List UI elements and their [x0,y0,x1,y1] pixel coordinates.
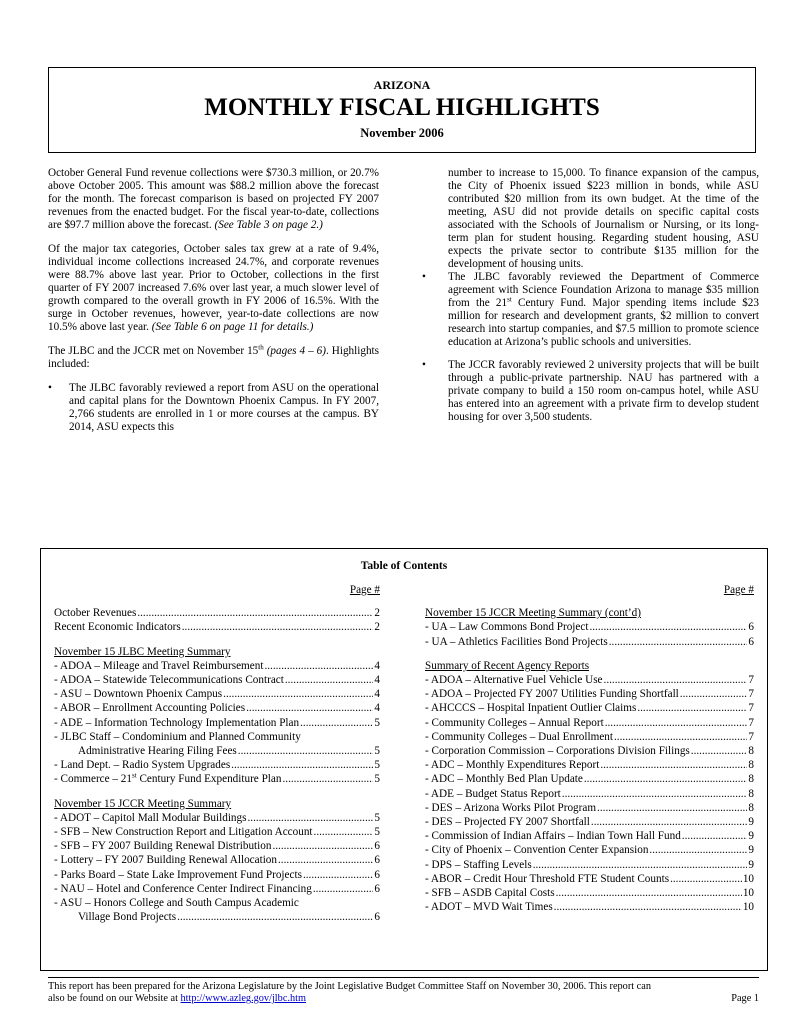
tax-categories-paragraph: Of the major tax categories, October sales tax grew at a rate of 9.4%, individual income collections increased 24.7%, and corporate revenues were 88.7% above last year. Prior to October, collections in the first quarter of FY 2007 increased 7.6% over last year, a much slower level of growth compared to the overall growth in FY 2006 of 16.5%. With the surge in October revenues, however, year-to-date collections are now 10.5% above last year. (See Table 6 on page 11 for details.) [48,243,379,333]
highlight-bullet-continued: number to increase to 15,000. To finance expansion of the campus, the City of Phoenix issued $223 million in bonds, while ASU contributed $20 million from its own budget. At the time of the meeting, ASU did not provide details on specific capital costs associated with the Schools of Journalism or Nursing, or its long-term plan for student housing. Regarding student housing, ASU expects the private sector to contribute $135 million for the development of housing units. [448,167,759,270]
toc-entry[interactable]: - Community Colleges – Annual Report ..... 7 [425,716,754,730]
bullet-icon: • [422,359,426,371]
highlight-bullet: • The JCCR favorably reviewed 2 university projects that will be built through a public-private partnership. NAU has partnered with a private company to build a 150 room on-campus hotel, while ASU has entered into an agreement with a private firm to develop student housing for over 3,500 students. [422,359,759,423]
toc-entry[interactable]: - DES – Projected FY 2007 Shortfall ..... 9 [425,815,754,829]
toc-entry[interactable]: - ADOA – Alternative Fuel Vehicle Use ..... 7 [425,673,754,687]
toc-entry[interactable]: - Lottery – FY 2007 Building Renewal Allocation ..... 6 [54,853,380,867]
toc-entry[interactable]: - ADOT – Capitol Mall Modular Buildings ..... 5 [54,811,380,825]
toc-entry[interactable]: - ADOT – MVD Wait Times ..... 10 [425,900,754,914]
toc-entry[interactable]: - Parks Board – State Lake Improvement Fund Projects ..... 6 [54,868,380,882]
report-header [48,67,756,153]
page-number-header: Page # [723,584,754,596]
toc-entry[interactable]: - Community Colleges – Dual Enrollment ..... 7 [425,730,754,744]
page-number-header: Page # [349,584,380,596]
toc-left-column [54,583,380,924]
toc-section-heading: November 15 JCCR Meeting Summary [54,797,232,810]
toc-entry[interactable]: Administrative Hearing Filing Fees ..... 5 [54,744,380,758]
toc-entry[interactable]: - ABOR – Enrollment Accounting Policies ..... 4 [54,701,380,715]
toc-entry[interactable]: - ASU – Downtown Phoenix Campus ..... 4 [54,687,380,701]
toc-right-column [425,583,754,914]
left-text-column [48,167,379,444]
table-of-contents [40,548,768,971]
toc-entry[interactable]: - Corporation Commission – Corporations Division Filings ..... 8 [425,744,754,758]
toc-entry[interactable]: - ADC – Monthly Bed Plan Update ..... 8 [425,772,754,786]
toc-entry[interactable]: - Commerce – 21st Century Fund Expenditure Plan ..... 5 [54,772,380,786]
toc-entry[interactable]: - ABOR – Credit Hour Threshold FTE Student Counts ..... 10 [425,872,754,886]
website-link[interactable]: http://www.azleg.gov/jlbc.htm [180,993,306,1004]
toc-entry[interactable]: - ADOA – Mileage and Travel Reimbursement ..... 4 [54,659,380,673]
toc-entry[interactable]: - NAU – Hotel and Conference Center Indirect Financing ..... 6 [54,882,380,896]
page-footer: This report has been prepared for the Arizona Legislature by the Joint Legislative Budget Committee Staff on November 30, 2006. This report can also be found on our Website at http://www.azleg.gov/jlbc.htm Page 1 [48,981,759,1004]
highlight-bullet: • The JLBC favorably reviewed a report from ASU on the operational and capital plans for the Downtown Phoenix Campus. In FY 2007, 2,766 students are enrolled in 1 or more courses at the campus. BY 2014, ASU expects this [48,382,379,433]
toc-entry: - ASU – Honors College and South Campus Academic [54,897,299,910]
toc-entry[interactable]: - UA – Law Commons Bond Project ..... 6 [425,620,754,634]
toc-entry[interactable]: Recent Economic Indicators ..... 2 [54,620,380,634]
report-date: November 2006 [360,126,444,140]
toc-entry[interactable]: - SFB – New Construction Report and Litigation Account ..... 5 [54,825,380,839]
toc-entry: - JLBC Staff – Condominium and Planned Community [54,730,301,743]
state-label: ARIZONA [373,78,431,92]
bullet-icon: • [422,271,426,283]
meeting-paragraph: The JLBC and the JCCR met on November 15th (pages 4 – 6). Highlights included: [48,343,380,370]
toc-entry[interactable]: October Revenues ..... 2 [54,606,380,620]
toc-section-heading: November 15 JLBC Meeting Summary [54,645,231,658]
toc-entry[interactable]: - SFB – ASDB Capital Costs ..... 10 [425,886,754,900]
toc-entry[interactable]: - ADOA – Projected FY 2007 Utilities Funding Shortfall ..... 7 [425,687,754,701]
toc-section-heading: Summary of Recent Agency Reports [425,659,590,672]
pages-reference: (pages 4 – 6) [266,345,326,357]
revenue-paragraph: October General Fund revenue collections were $730.3 million, or 20.7% above October 2005. This amount was $88.2 million above the forecast for the month. The forecast comparison is based on projected FY 2007 revenues from the enacted budget. For the fiscal year-to-date, collections are $97.7 million above the forecast. (See Table 3 on page 2.) [48,167,379,231]
toc-entry[interactable]: Village Bond Projects ..... 6 [54,910,380,924]
footer-rule [48,977,759,978]
toc-title: Table of Contents [360,560,448,572]
report-title: MONTHLY FISCAL HIGHLIGHTS [204,94,600,121]
highlight-bullet: • The JLBC favorably reviewed the Department of Commerce agreement with Science Foundation Arizona to manage $35 million from the 21st Century Fund. Major spending items include $23 million for research and development grants, $2 million to convert research into startup companies, and $7.5 million to promote science education at Arizona’s public schools and universities. [422,271,759,348]
table-reference: (See Table 3 on page 2.) [214,219,323,231]
toc-entry[interactable]: - ADE – Budget Status Report ..... 8 [425,787,754,801]
toc-section-heading: November 15 JCCR Meeting Summary (cont’d) [425,607,641,620]
footer-note: This report has been prepared for the Arizona Legislature by the Joint Legislative Budget Committee Staff on November 30, 2006. This report can [48,981,651,992]
right-text-column [422,167,759,434]
toc-entry[interactable]: - DPS – Staffing Levels ..... 9 [425,858,754,872]
toc-entry[interactable]: - SFB – FY 2007 Building Renewal Distribution ..... 6 [54,839,380,853]
bullet-icon: • [48,382,52,394]
toc-entry[interactable]: - DES – Arizona Works Pilot Program ..... 8 [425,801,754,815]
toc-entry[interactable]: - Land Dept. – Radio System Upgrades ..... 5 [54,758,380,772]
toc-entry[interactable]: - ADC – Monthly Expenditures Report ..... 8 [425,758,754,772]
table-reference: (See Table 6 on page 11 for details.) [151,321,314,333]
toc-entry[interactable]: - UA – Athletics Facilities Bond Projects ..... 6 [425,635,754,649]
toc-entry[interactable]: - ADE – Information Technology Implementation Plan ..... 5 [54,716,380,730]
toc-entry[interactable]: - Commission of Indian Affairs – Indian Town Hall Fund ..... 9 [425,829,754,843]
toc-entry[interactable]: - AHCCCS – Hospital Inpatient Outlier Claims ..... 7 [425,701,754,715]
page-number: Page 1 [731,993,759,1004]
toc-entry[interactable]: - ADOA – Statewide Telecommunications Contract ..... 4 [54,673,380,687]
toc-entry[interactable]: - City of Phoenix – Convention Center Expansion ..... 9 [425,843,754,857]
